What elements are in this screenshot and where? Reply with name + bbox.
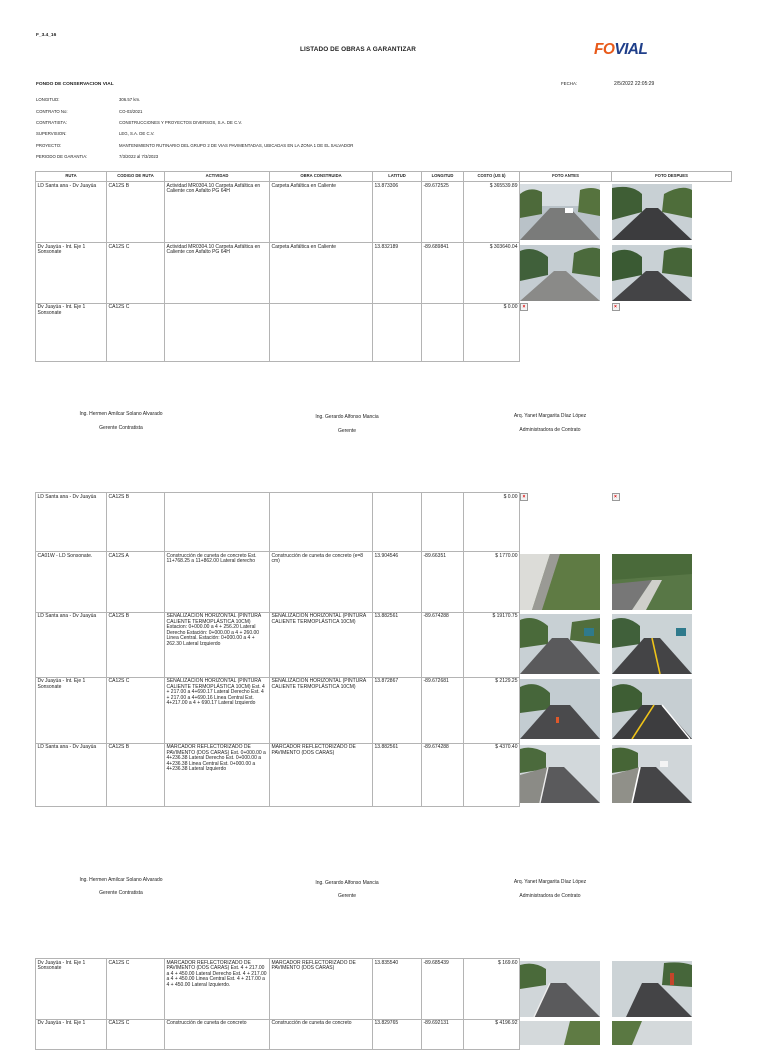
- photo-before: [520, 303, 612, 361]
- cell-latitud: 13.835540: [373, 959, 422, 1020]
- signature-role: Administradora de Contrato: [519, 427, 581, 433]
- cell-obra: MARCADOR REFLECTORIZADO DE PAVIMENTO (DOS CARAS): [270, 743, 373, 806]
- cell-latitud: 13.829765: [373, 1019, 422, 1049]
- cell-costo: $ 4196.92: [464, 1019, 520, 1049]
- table-row: [36, 743, 732, 806]
- cell-longitud: -89.674288: [422, 612, 464, 677]
- photo-after: [612, 612, 732, 677]
- cell-ruta: LD Santa ana - Dv Juayúa: [36, 743, 107, 806]
- col-codigo: CODIGO DE RUTA: [107, 172, 165, 182]
- cell-longitud: -89.692131: [422, 1019, 464, 1049]
- cell-latitud: 13.882561: [373, 743, 422, 806]
- cell-costo: $ 4370.40: [464, 743, 520, 806]
- table-row: [36, 493, 732, 552]
- cell-actividad: MARCADOR REFLECTORIZADO DE PAVIMENTO (DOS CARAS) Est. 0+000.00 a 4+236.38 Lateral Derecho Est. 0+000.00 a 4+236.38 Linea Central Est. 0+000.00 a 4+236.38 Lateral Izquierdo: [165, 743, 270, 806]
- cell-longitud: -89.689841: [422, 243, 464, 304]
- table-row: [36, 303, 732, 361]
- cell-latitud: 13.904546: [373, 552, 422, 613]
- logo-fo: FO: [594, 41, 615, 58]
- date-value: 2/5/2022 22:05:29: [614, 81, 655, 87]
- cell-costo: $ 0.00: [464, 493, 520, 552]
- cell-actividad: [165, 303, 270, 361]
- photo-before: [520, 182, 612, 243]
- photo-after: [612, 243, 732, 304]
- gutter-photo-after: [612, 554, 692, 610]
- cell-costo: $ 19170.75: [464, 612, 520, 677]
- info-label: PROYECTO:: [36, 143, 62, 148]
- cell-codigo: CA12S B: [107, 612, 165, 677]
- table-row: [36, 959, 732, 1020]
- cell-ruta: Dv Juayúa - Int. Eje 1 Sonsonate: [36, 303, 107, 361]
- cell-costo: $ 1770.00: [464, 552, 520, 613]
- cell-ruta: Dv Juayúa - Int. Eje 1 Sonsonate: [36, 243, 107, 304]
- signature-role: Gerente: [337, 893, 357, 899]
- col-ruta: RUTA: [36, 172, 107, 182]
- broken-image-icon: ×: [612, 493, 620, 501]
- cell-codigo: CA12S B: [107, 743, 165, 806]
- table-row: [36, 182, 732, 243]
- cell-ruta: CA01W - LD Sonsonate.: [36, 552, 107, 613]
- table-row: [36, 677, 732, 743]
- fund-name: FONDO DE CONSERVACION VIAL: [36, 82, 114, 87]
- photo-after: [612, 493, 732, 552]
- road-photo-before: [520, 614, 600, 674]
- photo-after: [612, 743, 732, 806]
- cell-actividad: Construcción de cuneta de concreto: [165, 1019, 270, 1049]
- road-photo-before: [520, 184, 600, 240]
- cell-actividad: Construcción de cuneta de concreto Est. 11+768.25 a 11+862.00 Lateral derecho: [165, 552, 270, 613]
- cell-costo: $ 303640.04: [464, 243, 520, 304]
- photo-after: [612, 552, 732, 613]
- cell-longitud: -89.685439: [422, 959, 464, 1020]
- cell-latitud: [373, 303, 422, 361]
- photo-after: [612, 677, 732, 743]
- signature-name: Arq. Yanet Margarita Díaz López: [513, 879, 587, 885]
- cell-actividad: MARCADOR REFLECTORIZADO DE PAVIMENTO (DOS CARAS) Est. 4 + 217.00 a 4 + 450.00 Lateral Derecho Est. 4 + 217.00 a 4 + 450.00 Linea Central Est. 4 + 217.00 a 4 + 450.00 Lateral Izquierdo.: [165, 959, 270, 1020]
- signature-name: Ing. Hermen Amilcar Solano Alvarado: [79, 411, 163, 417]
- cell-costo: $ 2129.25: [464, 677, 520, 743]
- cell-latitud: 13.832189: [373, 243, 422, 304]
- info-value: 7/3/2022 al 7/3/2023: [119, 154, 159, 159]
- signature-name: Arq. Yanet Margarita Díaz López: [513, 413, 587, 419]
- cell-longitud: -89.66351: [422, 552, 464, 613]
- table-row: [36, 243, 732, 304]
- cell-longitud: [422, 303, 464, 361]
- signature-role: Gerente: [337, 428, 357, 434]
- gutter-photo-before: [520, 554, 600, 610]
- cell-obra: MARCADOR REFLECTORIZADO DE PAVIMENTO (DOS CARAS): [270, 959, 373, 1020]
- works-table-2: [35, 492, 732, 807]
- cell-ruta: LD Santa ana - Dv Juayúa: [36, 493, 107, 552]
- photo-before: [520, 677, 612, 743]
- col-actividad: ACTIVIDAD: [165, 172, 270, 182]
- cell-codigo: CA12S A: [107, 552, 165, 613]
- info-value: CO-03/2021: [119, 109, 143, 114]
- col-foto-antes: FOTO ANTES: [520, 172, 612, 182]
- cell-codigo: CA12S C: [107, 243, 165, 304]
- cell-ruta: LD Santa ana - Dv Juayúa: [36, 612, 107, 677]
- info-value: CONSTRUCCIONES Y PROYECTOS DIVERSOS, S.A. DE C.V.: [119, 120, 243, 125]
- cell-codigo: CA12S C: [107, 959, 165, 1020]
- col-latitud: LATITUD: [373, 172, 422, 182]
- info-label: SUPERVISION:: [36, 131, 67, 136]
- info-value: 306.57 km.: [119, 97, 141, 102]
- broken-image-icon: ×: [520, 493, 528, 501]
- cell-longitud: -89.672525: [422, 182, 464, 243]
- info-label: LONGITUD:: [36, 97, 60, 102]
- road-photo-after: [612, 184, 692, 240]
- signature-role: Administradora de Contrato: [519, 893, 581, 899]
- cell-obra: Carpeta Asfáltica en Caliente: [270, 243, 373, 304]
- cell-longitud: -89.672681: [422, 677, 464, 743]
- road-photo-after: [612, 745, 692, 803]
- col-longitud: LONGITUD: [422, 172, 464, 182]
- gutter-photo-before: [520, 1021, 600, 1045]
- info-label: CONTRATO No:: [36, 109, 68, 114]
- signature-role: Gerente Contratista: [99, 425, 143, 431]
- broken-image-icon: ×: [612, 303, 620, 311]
- cell-codigo: CA12S C: [107, 1019, 165, 1049]
- cell-obra: [270, 303, 373, 361]
- cell-obra: SEÑALIZACION HORIZONTAL (PINTURA CALIENTE TERMOPLÁSTICA 10CM): [270, 612, 373, 677]
- cell-latitud: 13.882561: [373, 612, 422, 677]
- cell-longitud: [422, 493, 464, 552]
- cell-ruta: Dv Juayúa - Int. Eje 1 Sonsonate: [36, 677, 107, 743]
- table-row: [36, 552, 732, 613]
- cell-latitud: 13.873306: [373, 182, 422, 243]
- fovial-logo: [594, 41, 647, 59]
- works-table-1: [35, 171, 732, 362]
- works-table-3: [35, 958, 732, 1050]
- logo-vial: VIAL: [614, 41, 648, 58]
- info-label: CONTRATISTA:: [36, 120, 67, 125]
- cell-ruta: Dv Juayúa - Int. Eje 1: [36, 1019, 107, 1049]
- cell-obra: Construcción de cuneta de concreto (e=8 cm): [270, 552, 373, 613]
- table-header-row: [36, 172, 732, 182]
- info-label: PERIODO DE GARANTIA:: [36, 154, 88, 159]
- photo-after: [612, 303, 732, 361]
- cell-ruta: Dv Juayúa - Int. Eje 1 Sonsonate: [36, 959, 107, 1020]
- signature-role: Gerente Contratista: [99, 890, 143, 896]
- photo-before: [520, 552, 612, 613]
- cell-longitud: -89.674288: [422, 743, 464, 806]
- col-costo: COSTO (US $): [464, 172, 520, 182]
- col-obra: OBRA CONSTRUIDA: [270, 172, 373, 182]
- cell-obra: SEÑALIZACION HORIZONTAL (PINTURA CALIENTE TERMOPLÁSTICA 10CM): [270, 677, 373, 743]
- cell-latitud: [373, 493, 422, 552]
- road-photo-before: [520, 745, 600, 803]
- cell-codigo: CA12S C: [107, 303, 165, 361]
- cell-actividad: SEÑALIZACION HORIZONTAL (PINTURA CALIENTE TERMOPLÁSTICA 10CM) Estacion: 0+000.00 a 4 + 256.20 Lateral Derecho Estación: 0+000.00 a 4 + 260.00 Linea Central. Estación: 0+000.00 a 4 + 262.30 Lateral Izquierdo: [165, 612, 270, 677]
- road-photo-after: [612, 961, 692, 1017]
- cell-obra: Carpeta Asfáltica en Caliente: [270, 182, 373, 243]
- col-foto-despues: FOTO DESPUES: [612, 172, 732, 182]
- cell-costo: $ 0.00: [464, 303, 520, 361]
- road-photo-before: [520, 679, 600, 739]
- gutter-photo-after: [612, 1021, 692, 1045]
- signature-name: Ing. Hermen Amilcar Solano Alvarado: [79, 877, 163, 883]
- cell-actividad: Actividad MR0304.10 Carpeta Asfáltica en Caliente con Asfalto PG 64H: [165, 182, 270, 243]
- signature-name: Ing. Gerardo Alfonso Mancia: [315, 414, 379, 420]
- cell-costo: $ 365539.89: [464, 182, 520, 243]
- cell-codigo: CA12S B: [107, 182, 165, 243]
- cell-codigo: CA12S C: [107, 677, 165, 743]
- photo-after: [612, 182, 732, 243]
- cell-actividad: SEÑALIZACION HORIZONTAL (PINTURA CALIENTE TERMOPLÁSTICA 10CM) Est. 4 + 217.00 a 4+690.17 Lateral Derecho Est. 4 + 217.00 a 4+690.16 Linea Central Est. 4+217.00 a 4 + 690.17 Lateral Izquierdo: [165, 677, 270, 743]
- photo-before: [520, 493, 612, 552]
- info-value: MANTENIMIENTO RUTINARIO DEL GRUPO 2 DE VIAS PAVIMENTADAS, UBICADAS EN LA ZONA 1 DE EL SALVADOR: [119, 143, 354, 148]
- broken-image-icon: ×: [520, 303, 528, 311]
- road-photo-after: [612, 245, 692, 301]
- cell-codigo: CA12S B: [107, 493, 165, 552]
- road-photo-after: [612, 614, 692, 674]
- table-row: [36, 612, 732, 677]
- date-label: FECHA:: [561, 81, 578, 86]
- cell-costo: $ 169.60: [464, 959, 520, 1020]
- photo-before: [520, 959, 612, 1020]
- signature-name: Ing. Gerardo Alfonso Mancia: [315, 880, 379, 886]
- cell-latitud: 13.872867: [373, 677, 422, 743]
- photo-before: [520, 612, 612, 677]
- photo-before: [520, 243, 612, 304]
- photo-before: [520, 743, 612, 806]
- cell-actividad: Actividad MR0304.10 Carpeta Asfáltica en Caliente con Asfalto PG 64H: [165, 243, 270, 304]
- cell-actividad: [165, 493, 270, 552]
- info-value: LEG, S.A. DE C.V.: [119, 131, 155, 136]
- cell-obra: Construcción de cuneta de concreto: [270, 1019, 373, 1049]
- form-code: F_3.4_16: [36, 33, 57, 38]
- photo-after: [612, 959, 732, 1020]
- road-photo-before: [520, 245, 600, 301]
- cell-obra: [270, 493, 373, 552]
- cell-ruta: LD Santa ana - Dv Juayúa: [36, 182, 107, 243]
- road-photo-before: [520, 961, 600, 1017]
- page-title: LISTADO DE OBRAS A GARANTIZAR: [300, 46, 416, 53]
- road-photo-after: [612, 679, 692, 739]
